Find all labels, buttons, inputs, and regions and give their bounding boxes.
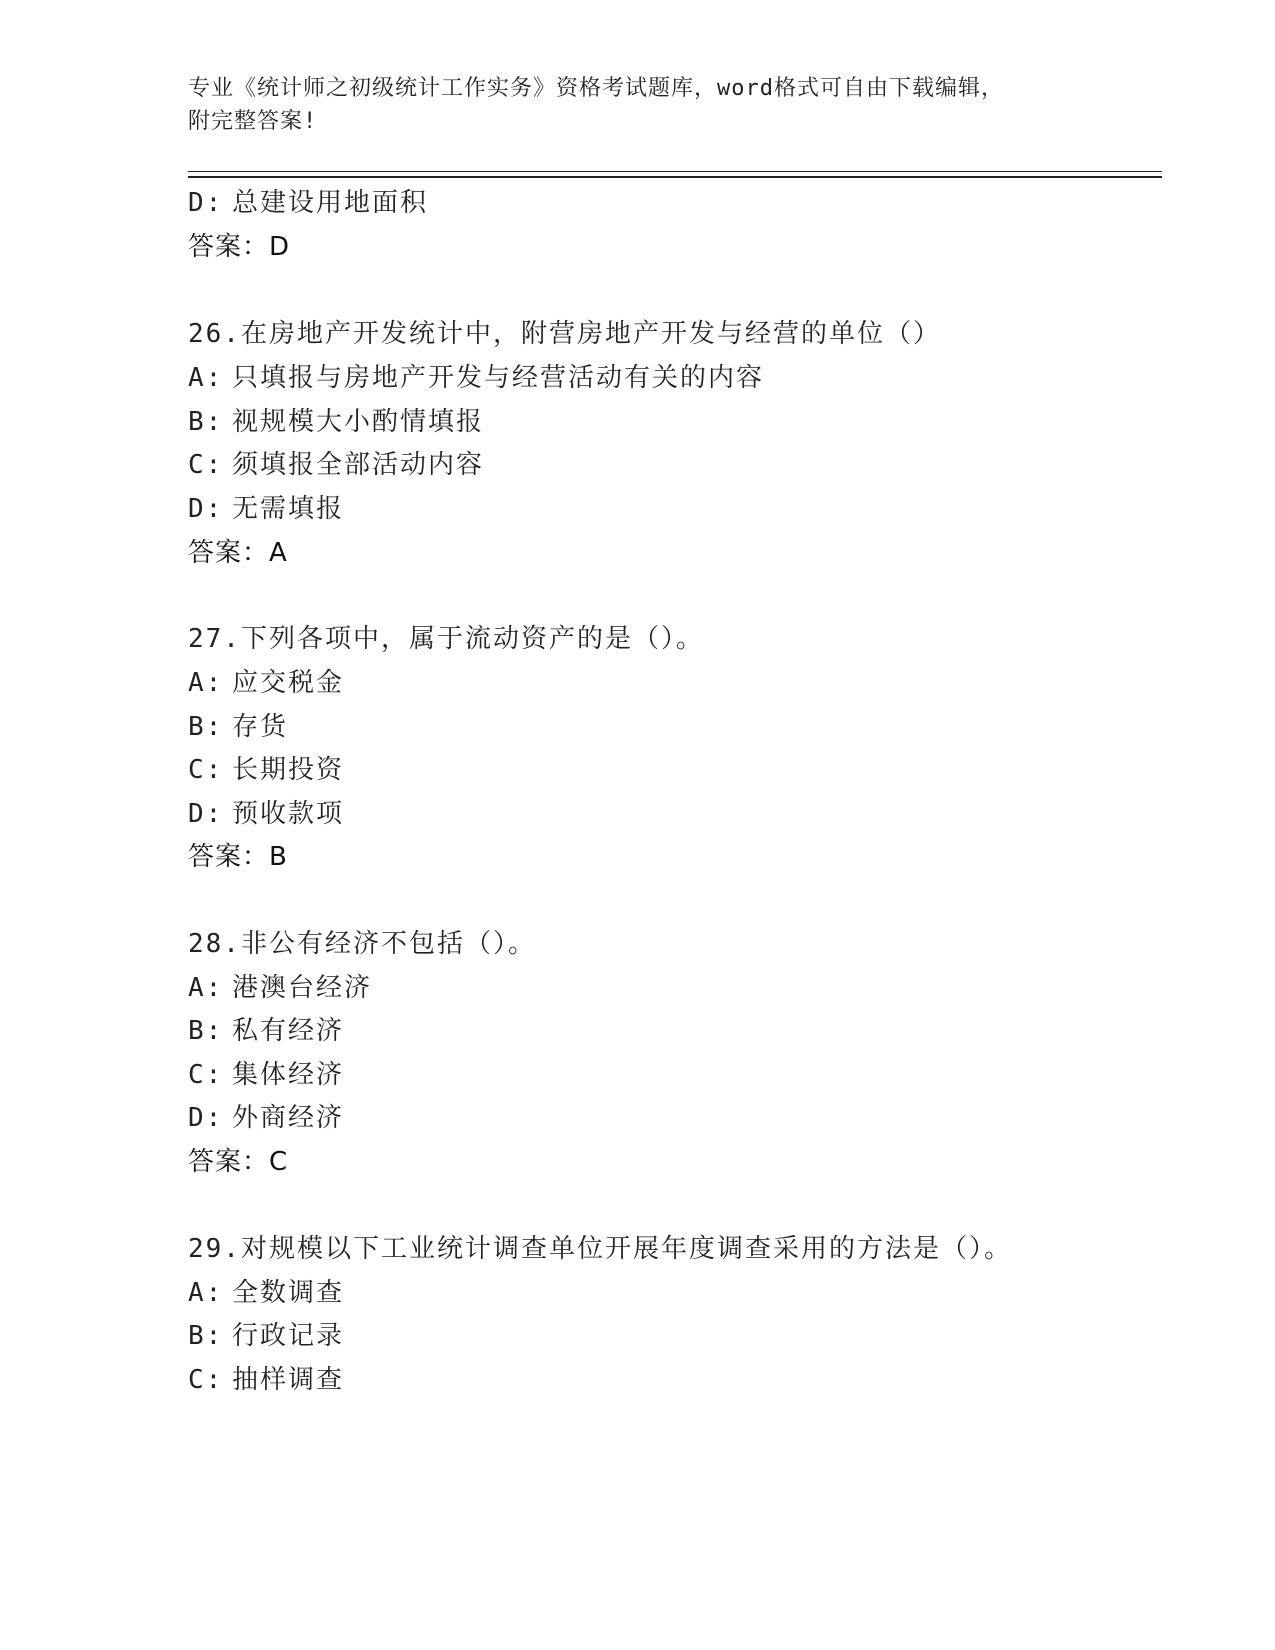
option-text: 抽样调查 bbox=[232, 1365, 345, 1395]
question-26-option-d bbox=[188, 492, 344, 526]
option-text: 长期投资 bbox=[232, 755, 345, 785]
option-text: 全数调查 bbox=[232, 1278, 345, 1308]
question-29-stem: 29.对规模以下工业统计调查单位开展年度调查采用的方法是（）。 bbox=[188, 1234, 1012, 1264]
option-text: 只填报与房地产开发与经营活动有关的内容 bbox=[232, 363, 765, 393]
question-26-answer: 答案：A bbox=[188, 538, 288, 568]
question-28-stem: 28.非公有经济不包括（）。 bbox=[188, 929, 536, 959]
header-divider-thick bbox=[188, 176, 1162, 178]
option-label: A: bbox=[188, 363, 224, 393]
question-27-option-d bbox=[188, 797, 344, 831]
option-text: 港澳台经济 bbox=[232, 973, 373, 1003]
option-text: 预收款项 bbox=[232, 799, 345, 829]
option-label: A: bbox=[188, 1278, 224, 1308]
question-27-option-b bbox=[188, 710, 288, 744]
option-text: 总建设用地面积 bbox=[232, 188, 429, 218]
question-27-option-c bbox=[188, 753, 344, 787]
header-line-2: 附完整答案! bbox=[188, 109, 318, 134]
option-text: 须填报全部活动内容 bbox=[232, 450, 485, 480]
option-label: C: bbox=[188, 1060, 224, 1090]
header-line-1: 专业《统计师之初级统计工作实务》资格考试题库，word格式可自由下载编辑， bbox=[188, 76, 1004, 101]
question-28-answer: 答案：C bbox=[188, 1147, 289, 1177]
question-27-answer: 答案：B bbox=[188, 842, 288, 872]
option-label: A: bbox=[188, 668, 224, 698]
question-28-option-d bbox=[188, 1101, 344, 1135]
option-label: B: bbox=[188, 712, 224, 742]
option-text: 外商经济 bbox=[232, 1103, 345, 1133]
prev-option-d bbox=[188, 186, 428, 220]
option-text: 视规模大小酌情填报 bbox=[232, 407, 485, 437]
option-label: A: bbox=[188, 973, 224, 1003]
option-label: D: bbox=[188, 799, 224, 829]
question-27-stem: 27.下列各项中，属于流动资产的是（）。 bbox=[188, 624, 704, 654]
question-29-option-c bbox=[188, 1363, 344, 1397]
question-27-option-a bbox=[188, 666, 344, 700]
option-text: 私有经济 bbox=[232, 1016, 345, 1046]
question-26-option-c bbox=[188, 448, 484, 482]
option-label: D: bbox=[188, 1103, 224, 1133]
question-26-option-b bbox=[188, 405, 484, 439]
header-divider-thin bbox=[188, 171, 1162, 172]
question-26-stem: 26.在房地产开发统计中，附营房地产开发与经营的单位（） bbox=[188, 319, 941, 349]
option-text: 应交税金 bbox=[232, 668, 345, 698]
prev-answer: 答案：D bbox=[188, 232, 291, 262]
option-label: B: bbox=[188, 1016, 224, 1046]
question-29-option-a bbox=[188, 1276, 344, 1310]
option-text: 行政记录 bbox=[232, 1321, 345, 1351]
option-label: B: bbox=[188, 407, 224, 437]
question-26-option-a bbox=[188, 361, 764, 395]
option-label: D: bbox=[188, 494, 224, 524]
option-label: D: bbox=[188, 188, 224, 218]
document-header bbox=[188, 72, 1068, 138]
option-text: 集体经济 bbox=[232, 1060, 345, 1090]
option-label: B: bbox=[188, 1321, 224, 1351]
option-label: C: bbox=[188, 450, 224, 480]
question-28-option-a bbox=[188, 971, 372, 1005]
option-label: C: bbox=[188, 755, 224, 785]
question-28-option-c bbox=[188, 1058, 344, 1092]
question-28-option-b bbox=[188, 1014, 344, 1048]
question-29-option-b bbox=[188, 1319, 344, 1353]
option-text: 无需填报 bbox=[232, 494, 345, 524]
option-text: 存货 bbox=[232, 712, 289, 742]
option-label: C: bbox=[188, 1365, 224, 1395]
